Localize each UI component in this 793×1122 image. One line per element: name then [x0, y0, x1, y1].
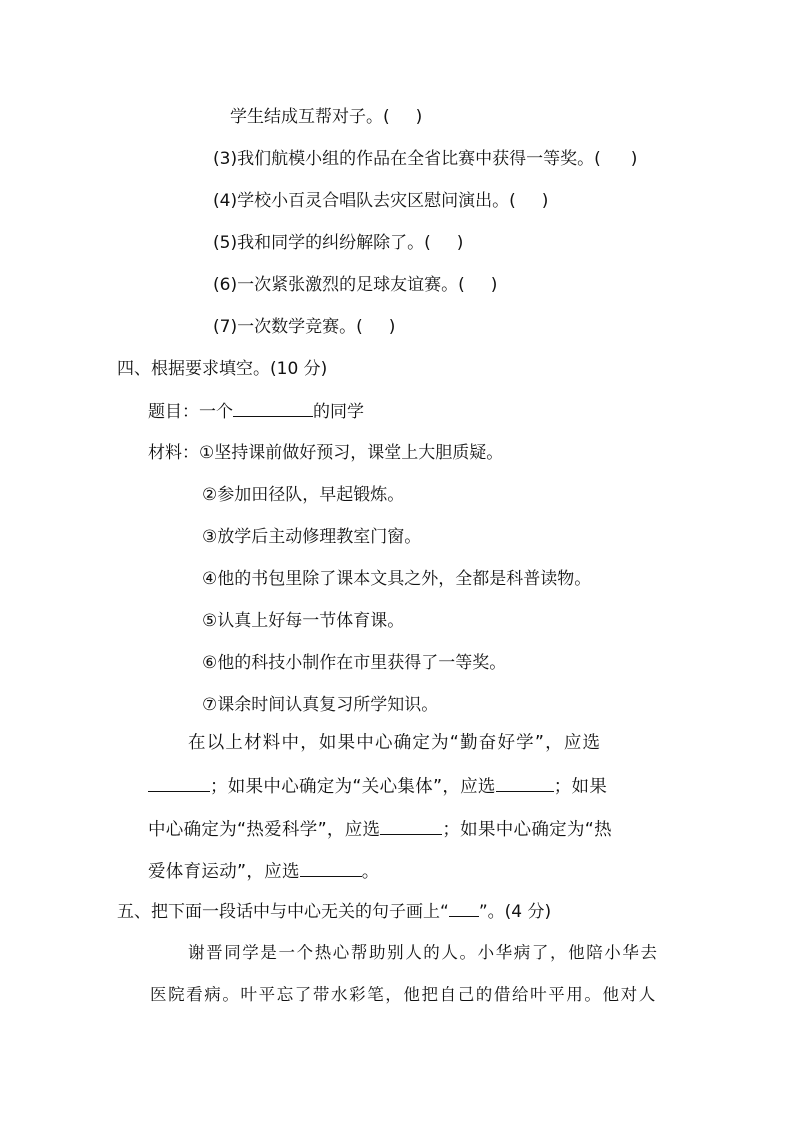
item-text: (7)一次数学竞赛。(	[213, 317, 363, 337]
fill-paragraph-line-4: 爱体育运动”，应选 。	[148, 862, 380, 882]
question-item-3: (3)我们航模小组的作品在全省比赛中获得一等奖。( )	[213, 149, 638, 169]
answer-blank-science[interactable]	[380, 818, 442, 835]
materials-line-1	[148, 442, 503, 464]
item-text: (4)学校小百灵合唱队去灾区慰问演出。(	[213, 191, 516, 211]
passage-line-1[interactable]: 谢晋同学是一个热心帮助别人的人。小华病了，他陪小华去	[188, 943, 659, 962]
material-item: ②参加田径队，早起锻炼。	[202, 485, 405, 505]
material-item: ⑥他的科技小制作在市里获得了一等奖。	[202, 653, 507, 673]
passage-line-2[interactable]: 医院看病。叶平忘了带水彩笔，他把自己的借给叶平用。他对人	[150, 985, 657, 1004]
topic-line: 题目：一个 的同学	[148, 402, 364, 422]
question-item-continuation: 学生结成互帮对子。( )	[230, 107, 423, 127]
question-item-5: (5)我和同学的纠纷解除了。( )	[213, 233, 464, 253]
fill-paragraph-line-2: ；如果中心确定为“关心集体”，应选 ；如果	[148, 775, 607, 798]
material-item: ③放学后主动修理教室门窗。	[202, 527, 422, 547]
underline-sample	[449, 900, 479, 917]
answer-blank-sports[interactable]	[300, 860, 362, 877]
material-item: ①坚持课前做好预习，课堂上大胆质疑。	[199, 443, 504, 463]
section-4-heading: 四、根据要求填空。(10 分)	[117, 359, 328, 379]
material-item: ⑦课余时间认真复习所学知识。	[202, 695, 439, 715]
item-text: (6)一次紧张激烈的足球友谊赛。(	[213, 275, 465, 295]
answer-blank-collective[interactable]	[496, 775, 554, 792]
item-text: (5)我和同学的纠纷解除了。(	[213, 233, 431, 253]
fill-paragraph-line-1: 在以上材料中，如果中心确定为“勤奋好学”，应选	[188, 733, 602, 753]
question-item-6: (6)一次紧张激烈的足球友谊赛。( )	[213, 275, 498, 295]
item-text: (3)我们航模小组的作品在全省比赛中获得一等奖。(	[213, 149, 601, 169]
question-item-7: (7)一次数学竞赛。( )	[213, 317, 396, 337]
question-item-4: (4)学校小百灵合唱队去灾区慰问演出。( )	[213, 191, 549, 211]
fill-paragraph-line-3: 中心确定为“热爱科学”，应选 ；如果中心确定为“热	[148, 820, 612, 840]
section-5-heading: 五、把下面一段话中与中心无关的句子画上“ ”。(4 分)	[117, 902, 552, 922]
material-item: ⑤认真上好每一节体育课。	[202, 611, 405, 631]
answer-blank-diligent[interactable]	[148, 775, 210, 792]
material-item: ④他的书包里除了课本文具之外，全都是科普读物。	[202, 569, 592, 589]
topic-blank[interactable]	[233, 400, 313, 417]
item-text: 学生结成互帮对子。(	[230, 107, 390, 127]
materials-label: 材料：	[148, 443, 199, 463]
